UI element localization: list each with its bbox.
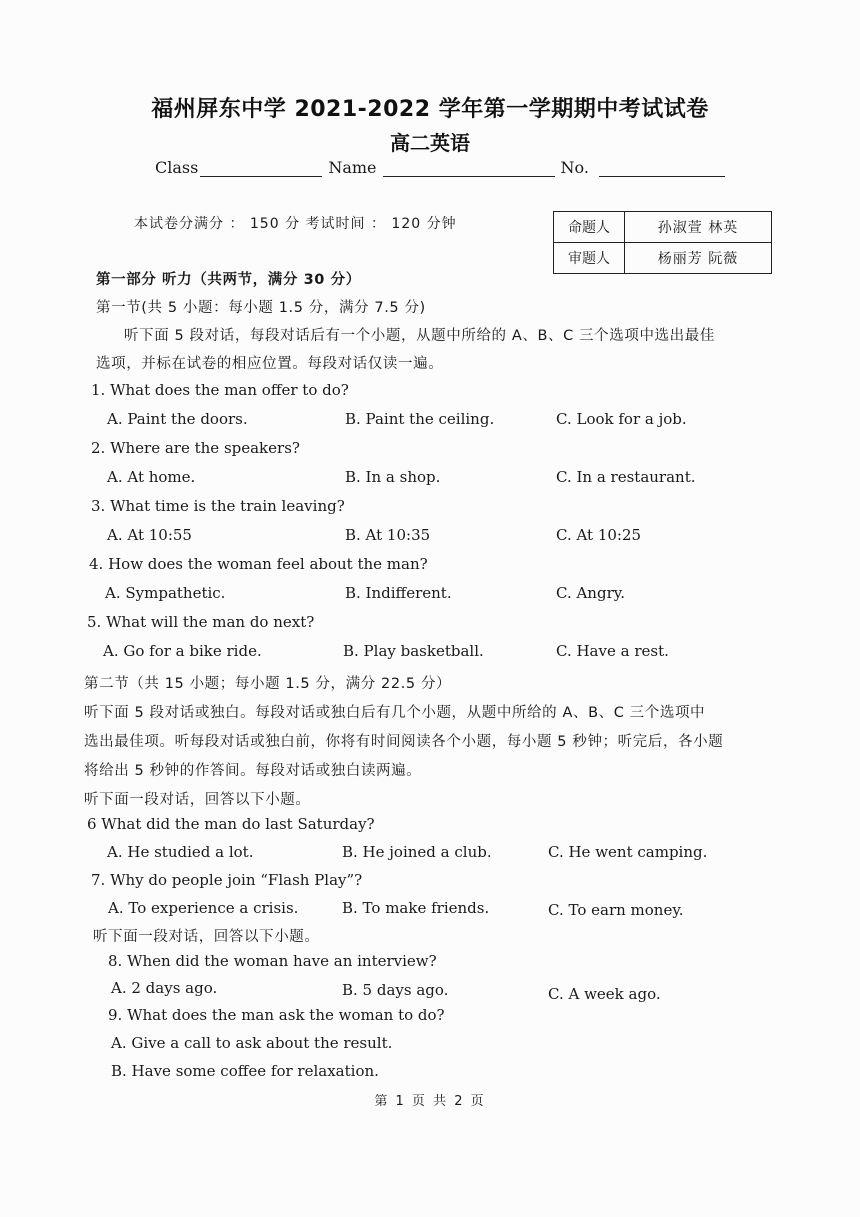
question-4-option-b: B. Indifferent. [345,584,452,602]
question-4-option-c: C. Angry. [556,584,625,602]
question-1: 1. What does the man offer to do? [91,381,349,399]
exam-info: 本试卷分满分 ： 150 分 考试时间 ： 120 分钟 [134,216,457,232]
name-blank [383,160,555,177]
section2-prompt: 听下面一段对话，回答以下小题。 [84,792,311,808]
question-9-option-a: A. Give a call to ask about the result. [111,1034,393,1052]
class-blank [200,160,322,177]
table-row [554,243,772,274]
section1-heading: 第一节(共 5 小题：每小题 1.5 分，满分 7.5 分) [96,300,426,316]
question-6-option-a: A. He studied a lot. [107,843,254,861]
question-2-option-b: B. In a shop. [345,468,441,486]
question-6-option-c: C. He went camping. [548,843,708,861]
question-5: 5. What will the man do next? [87,613,315,631]
question-7-option-a: A. To experience a crisis. [108,899,299,917]
question-8-option-c: C. A week ago. [548,985,661,1003]
question-2: 2. Where are the speakers? [91,439,300,457]
staff-names: 杨丽芳 阮薇 [625,243,772,274]
staff-role: 命题人 [554,212,625,243]
question-6: 6 What did the man do last Saturday? [87,815,375,833]
number-label: No. [560,158,589,177]
question-8: 8. When did the woman have an interview? [108,952,437,970]
exam-title: 福州屏东中学 2021-2022 学年第一学期期中考试试卷 [151,97,709,122]
question-7-option-c: C. To earn money. [548,901,684,919]
part1-heading: 第一部分 听力（共两节，满分 30 分） [96,272,361,288]
section2-heading: 第二节（共 15 小题；每小题 1.5 分，满分 22.5 分） [84,676,452,692]
staff-table [553,211,772,274]
question-8-option-b: B. 5 days ago. [342,981,449,999]
number-blank [599,160,725,177]
question-3-option-a: A. At 10:55 [107,526,192,544]
question-7: 7. Why do people join “Flash Play”? [91,871,363,889]
question-2-option-c: C. In a restaurant. [556,468,696,486]
question-1-option-a: A. Paint the doors. [107,410,248,428]
question-1-option-b: B. Paint the ceiling. [345,410,495,428]
exam-subtitle: 高二英语 [390,131,470,155]
section1-instruction: 听下面 5 段对话，每段对话后有一个小题，从题中所给的 A、B、C 三个选项中选出最佳 [124,328,715,344]
question-6-option-b: B. He joined a club. [342,843,492,861]
question-3-option-c: C. At 10:25 [556,526,642,544]
question-1-option-c: C. Look for a job. [556,410,687,428]
page-number: 第 1 页 共 2 页 [374,1094,486,1109]
table-row [554,212,772,243]
section2-prompt: 听下面一段对话，回答以下小题。 [93,929,320,945]
question-5-option-a: A. Go for a bike ride. [103,642,262,660]
staff-names: 孙淑萱 林英 [625,212,772,243]
question-3: 3. What time is the train leaving? [91,497,345,515]
question-4-option-a: A. Sympathetic. [105,584,226,602]
section1-instruction: 选项，并标在试卷的相应位置。每段对话仅读一遍。 [96,356,444,372]
question-3-option-b: B. At 10:35 [345,526,431,544]
name-label: Name [328,158,377,177]
student-info-line [155,158,731,177]
question-9: 9. What does the man ask the woman to do? [108,1006,445,1024]
section2-instruction: 将给出 5 秒钟的作答间。每段对话或独白读两遍。 [84,763,422,779]
question-5-option-b: B. Play basketball. [343,642,484,660]
section2-instruction: 听下面 5 段对话或独白。每段对话或独白后有几个小题，从题中所给的 A、B、C 三个选项中 [84,705,706,721]
class-label: Class [155,158,199,177]
question-9-option-b: B. Have some coffee for relaxation. [111,1062,379,1080]
question-2-option-a: A. At home. [107,468,196,486]
question-4: 4. How does the woman feel about the man? [89,555,428,573]
question-7-option-b: B. To make friends. [342,899,490,917]
section2-instruction: 选出最佳项。听每段对话或独白前，你将有时间阅读各个小题，每小题 5 秒钟；听完后，各小题 [84,734,724,750]
question-8-option-a: A. 2 days ago. [111,979,218,997]
staff-role: 审题人 [554,243,625,274]
question-5-option-c: C. Have a rest. [556,642,669,660]
